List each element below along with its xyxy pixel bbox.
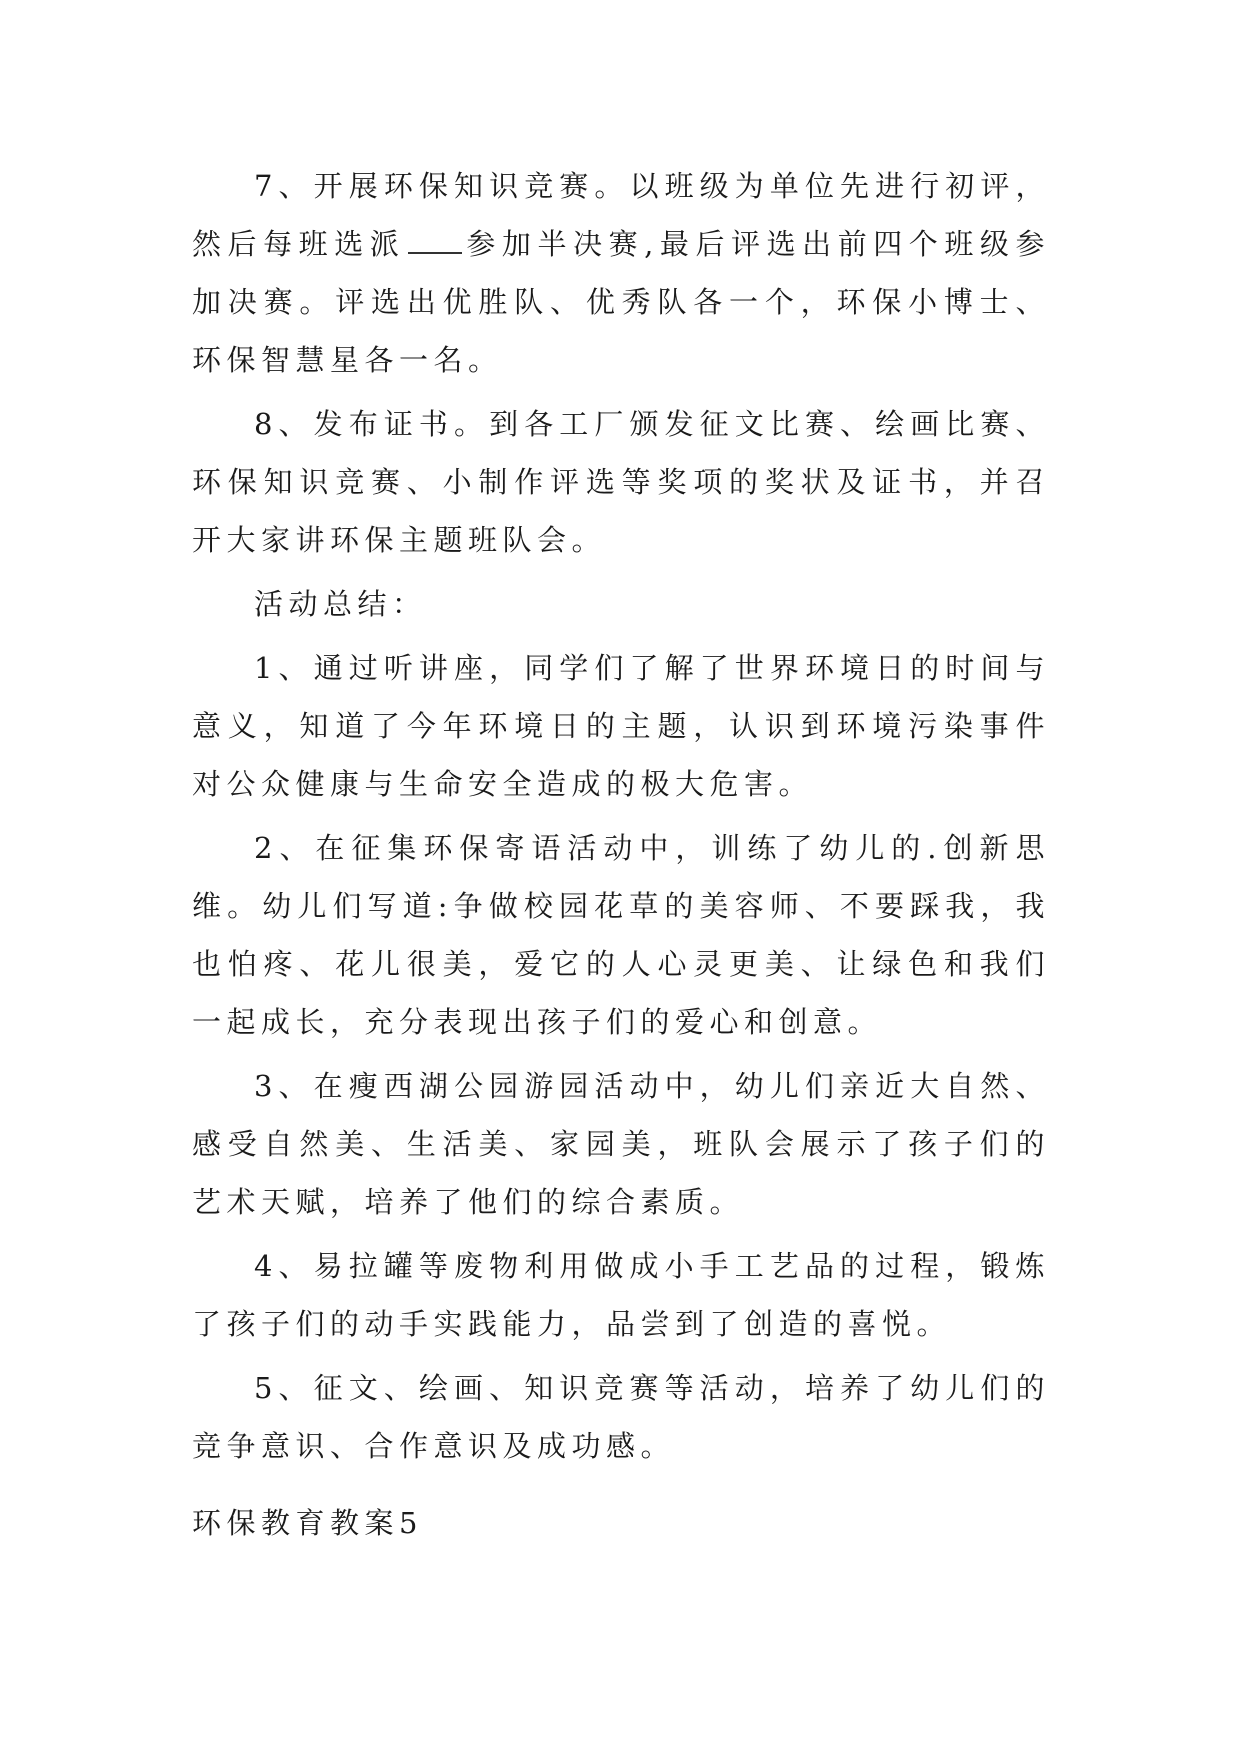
paragraph-item-7-text-start: 7、开展环保知识竞赛。以班级为单位先进行初评，然后每班选派 (192, 169, 1050, 261)
fill-in-blank (408, 230, 462, 254)
section-heading: 环保教育教案5 (192, 1506, 423, 1540)
summary-label: 活动总结： (254, 587, 427, 621)
summary-item-4: 4、易拉罐等废物利用做成小手工艺品的过程，锻炼了孩子们的动手实践能力，品尝到了创造的喜悦。 (192, 1249, 1050, 1341)
summary-item-5: 5、征文、绘画、知识竞赛等活动，培养了幼儿们的竞争意识、合作意识及成功感。 (192, 1371, 1050, 1463)
paragraph-item-8: 8、发布证书。到各工厂颁发征文比赛、绘画比赛、环保知识竞赛、小制作评选等奖项的奖状及证书，并召开大家讲环保主题班队会。 (192, 407, 1050, 557)
paragraph-item-7-text-end: 参加半决赛,最后评选出前四个班级参加决赛。评选出优胜队、优秀队各一个，环保小博士、环保智慧星各一名。 (192, 227, 1050, 377)
paragraph-item-7 (192, 157, 1050, 389)
body-text (192, 157, 1050, 1481)
summary-item-2: 2、在征集环保寄语活动中，训练了幼儿的.创新思维。幼儿们写道:争做校园花草的美容师、不要踩我，我也怕疼、花儿很美，爱它的人心灵更美、让绿色和我们一起成长，充分表现出孩子们的爱心和创意。 (192, 831, 1050, 1039)
summary-item-3: 3、在瘦西湖公园游园活动中，幼儿们亲近大自然、感受自然美、生活美、家园美，班队会展示了孩子们的艺术天赋，培养了他们的综合素质。 (192, 1069, 1050, 1219)
summary-item-1: 1、通过听讲座，同学们了解了世界环境日的时间与意义，知道了今年环境日的主题，认识到环境污染事件对公众健康与生命安全造成的极大危害。 (192, 651, 1050, 801)
